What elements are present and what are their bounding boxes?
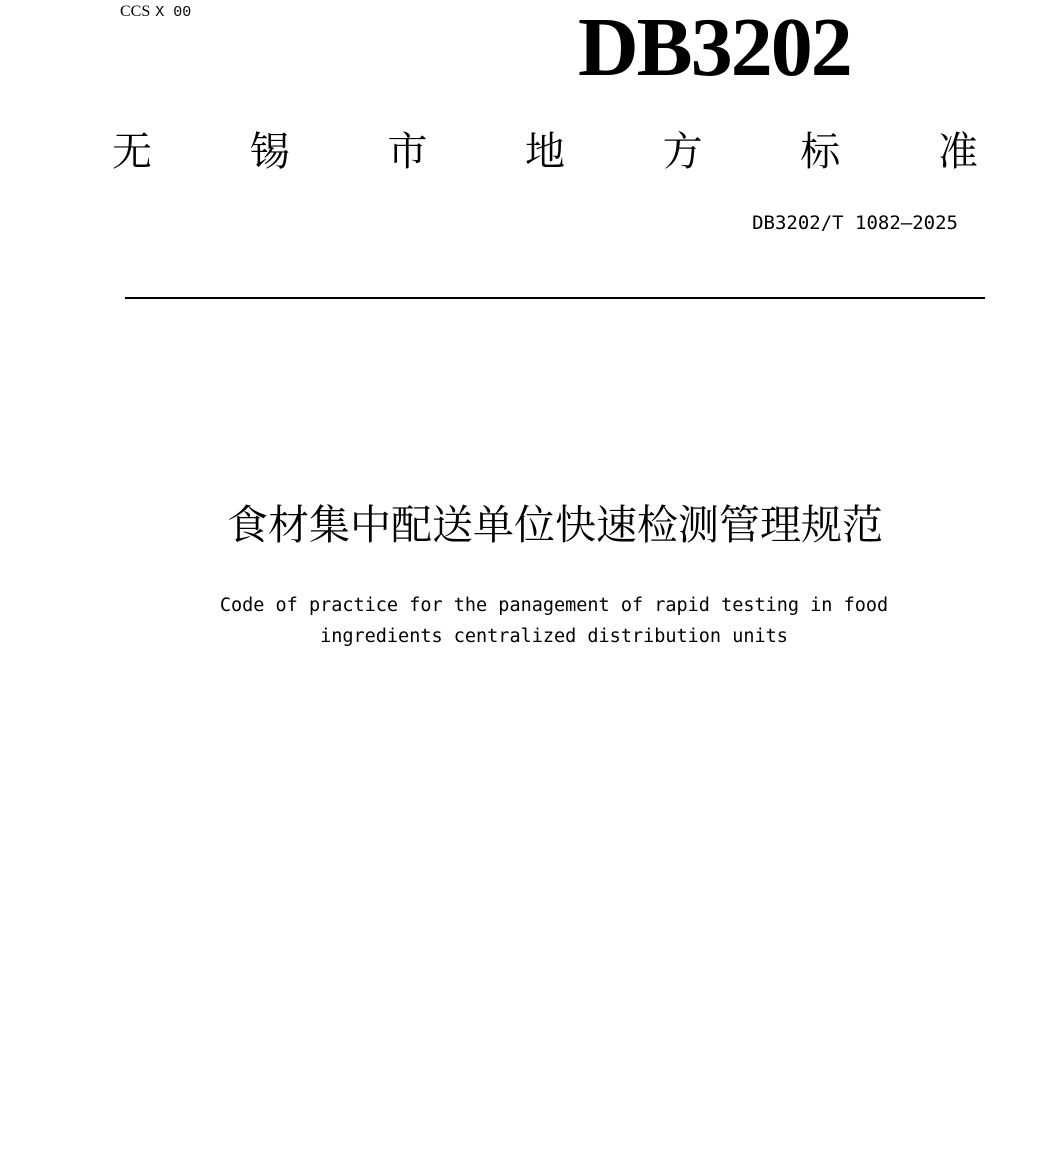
standard-title-char: 无 [112,129,152,175]
standard-title-char: 地 [524,129,565,175]
standard-title [112,126,978,178]
db-logo: DB3202 [578,1,851,94]
ccs-classification [120,2,191,22]
standard-title-char: 标 [800,129,841,175]
standard-title-char: 方 [662,129,703,175]
document-title-chinese: 食材集中配送单位快速检测管理规范 [227,501,883,549]
standard-title-char: 市 [387,129,428,175]
divider-line [125,297,985,299]
standard-title-char: 准 [937,129,978,175]
ccs-code: X 00 [155,4,192,21]
standard-title-char: 锡 [249,129,290,175]
document-title-english-line1: Code of practice for the panagement of rapid testing in food [219,595,889,616]
standard-number: DB3202/T 1082—2025 [752,212,958,234]
document-title-english-line2: ingredients centralized distribution units [320,626,788,647]
document-title-english [0,590,1060,652]
ccs-label: CCS [120,3,151,20]
